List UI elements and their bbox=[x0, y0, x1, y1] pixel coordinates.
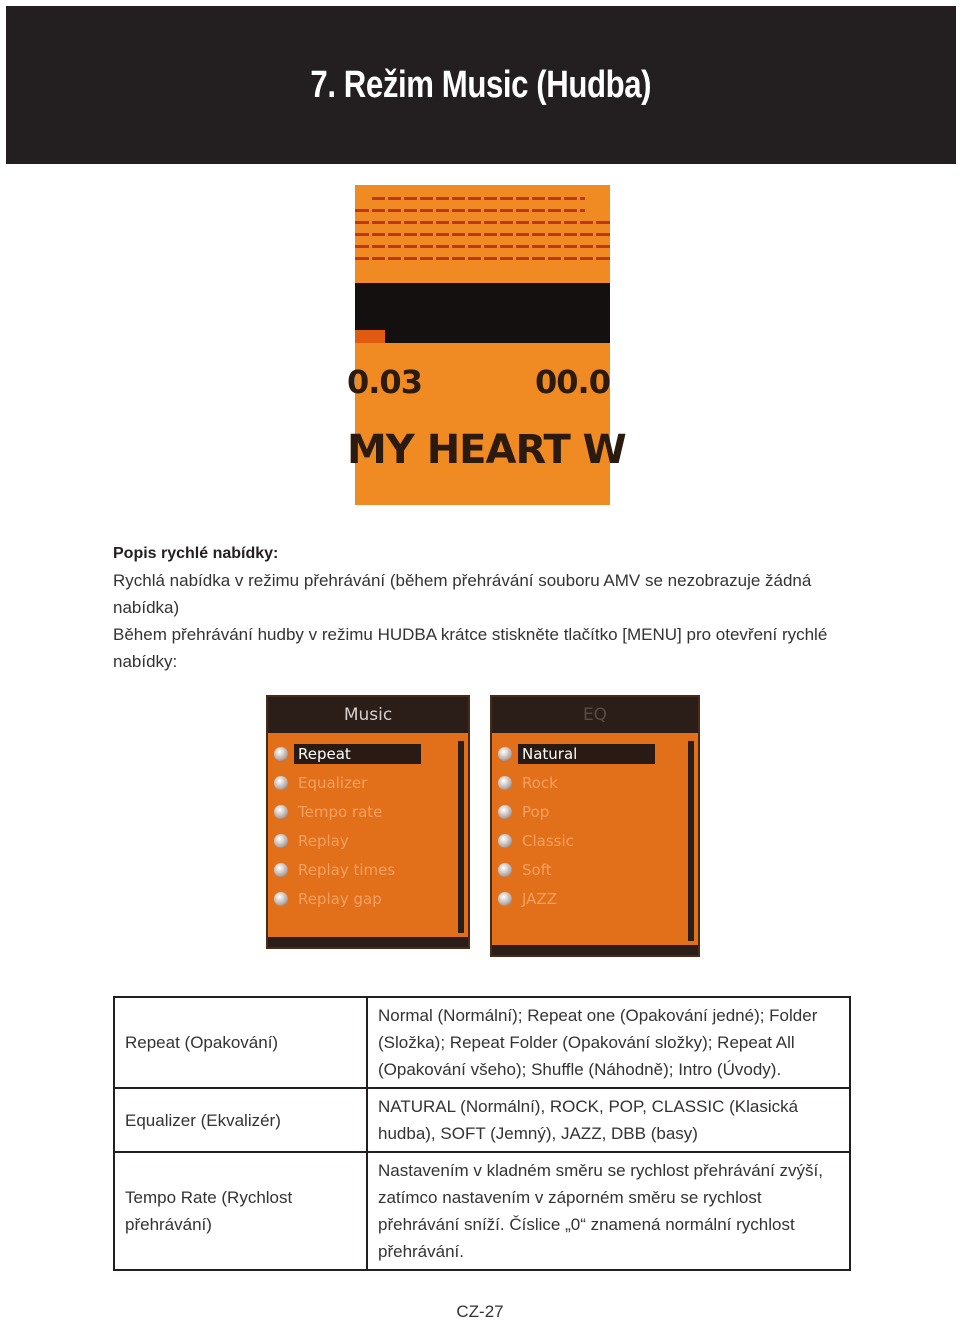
eq-menu-title: EQ bbox=[492, 697, 698, 733]
music-menu-item[interactable]: Tempo rate bbox=[268, 797, 468, 826]
music-menu-item[interactable]: Replay gap bbox=[268, 884, 468, 913]
scrollbar bbox=[458, 741, 464, 933]
music-menu-list bbox=[268, 739, 468, 913]
table-cell-key: Repeat (Opakování) bbox=[114, 997, 367, 1088]
table-cell-key: Tempo Rate (Rychlost přehrávání) bbox=[114, 1152, 367, 1270]
eq-menu-item[interactable]: Pop bbox=[492, 797, 698, 826]
radio-bullet-icon bbox=[274, 776, 288, 790]
total-time: 00.0 bbox=[535, 363, 610, 401]
radio-bullet-icon bbox=[498, 747, 512, 761]
radio-bullet-icon bbox=[274, 863, 288, 877]
radio-bullet-icon bbox=[498, 834, 512, 848]
radio-bullet-icon bbox=[274, 834, 288, 848]
radio-bullet-icon bbox=[274, 747, 288, 761]
header-bar bbox=[6, 6, 956, 164]
radio-bullet-icon bbox=[498, 776, 512, 790]
page-title: 7. Režim Music (Hudba) bbox=[310, 63, 652, 106]
radio-bullet-icon bbox=[498, 863, 512, 877]
music-menu-title: Music bbox=[268, 697, 468, 733]
table-cell-value: Normal (Normální); Repeat one (Opakování jedné); Folder (Složka); Repeat Folder (Opakování složky); Repeat All (Opakování všeho); Shuffle (Náhodně); Intro (Úvody). bbox=[367, 997, 850, 1088]
table-cell-key: Equalizer (Ekvalizér) bbox=[114, 1088, 367, 1152]
player-display-band bbox=[355, 283, 610, 343]
song-title: MY HEART W bbox=[347, 427, 626, 473]
table-row bbox=[114, 997, 850, 1088]
radio-bullet-icon bbox=[274, 892, 288, 906]
eq-menu-item[interactable]: Rock bbox=[492, 768, 698, 797]
equalizer-bars-graphic bbox=[355, 185, 610, 280]
intro-paragraph-1: Rychlá nabídka v režimu přehrávání (během přehrávání souboru AMV se nezobrazuje žádná nabídka) bbox=[113, 571, 812, 617]
eq-menu-screen bbox=[490, 695, 700, 957]
radio-bullet-icon bbox=[498, 892, 512, 906]
table-cell-value: NATURAL (Normální), ROCK, POP, CLASSIC (Klasická hudba), SOFT (Jemný), JAZZ, DBB (basy) bbox=[367, 1088, 850, 1152]
page-number: CZ-27 bbox=[456, 1302, 504, 1321]
music-menu-item[interactable]: Replay bbox=[268, 826, 468, 855]
eq-menu-list bbox=[492, 739, 698, 913]
eq-menu-item[interactable]: Natural bbox=[492, 739, 698, 768]
menu-bottom-bar bbox=[492, 945, 698, 955]
radio-bullet-icon bbox=[498, 805, 512, 819]
music-menu-item[interactable]: Repeat bbox=[268, 739, 468, 768]
eq-menu-item[interactable]: JAZZ bbox=[492, 884, 698, 913]
eq-menu-item[interactable]: Soft bbox=[492, 855, 698, 884]
intro-paragraph-2: Během přehrávání hudby v režimu HUDBA krátce stiskněte tlačítko [MENU] pro otevření rychlé nabídky: bbox=[113, 625, 828, 671]
radio-bullet-icon bbox=[274, 805, 288, 819]
settings-table bbox=[113, 996, 851, 1271]
table-row bbox=[114, 1152, 850, 1270]
progress-bar bbox=[355, 330, 385, 343]
music-menu-screen bbox=[266, 695, 470, 949]
scrollbar bbox=[688, 741, 694, 941]
player-screen-image bbox=[347, 185, 626, 505]
table-cell-value: Nastavením v kladném směru se rychlost přehrávání zvýší, zatímco nastavením v záporném směru se rychlost přehrávání sníží. Číslice „0“ znamená normální rychlost přehrávání. bbox=[367, 1152, 850, 1270]
elapsed-time: 0.03 bbox=[347, 363, 422, 401]
quick-menu-description bbox=[113, 540, 853, 675]
eq-menu-item[interactable]: Classic bbox=[492, 826, 698, 855]
equalizer-visualization bbox=[355, 185, 610, 280]
menu-bottom-bar bbox=[268, 937, 468, 947]
table-row bbox=[114, 1088, 850, 1152]
music-menu-item[interactable]: Equalizer bbox=[268, 768, 468, 797]
section-heading: Popis rychlé nabídky: bbox=[113, 545, 279, 562]
music-menu-item[interactable]: Replay times bbox=[268, 855, 468, 884]
